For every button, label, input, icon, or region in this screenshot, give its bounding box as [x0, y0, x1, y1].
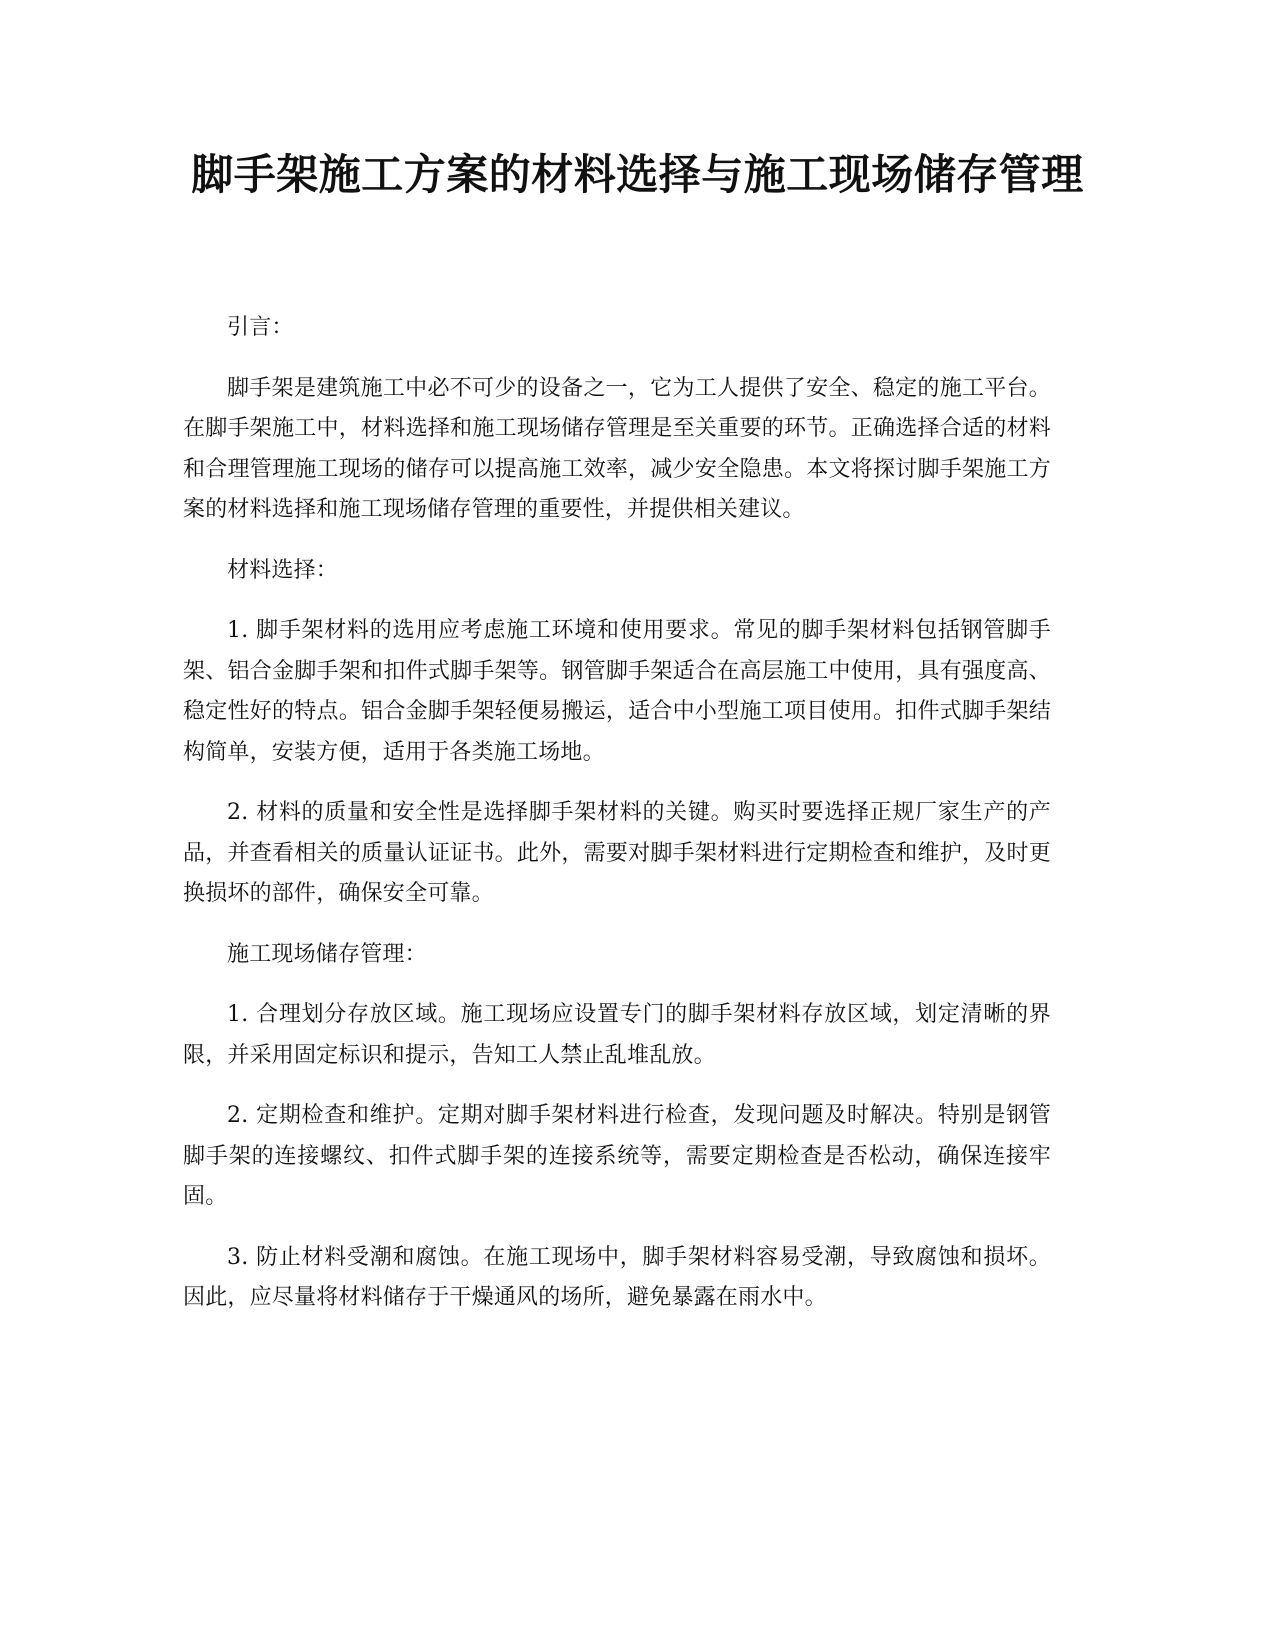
paragraph-site-storage-3: 3. 防止材料受潮和腐蚀。在施工现场中，脚手架材料容易受潮，导致腐蚀和损坏。因此，应尽量将材料储存于干燥通风的场所，避免暴露在雨水中。: [183, 1244, 1051, 1310]
paragraph-site-storage-2: 2. 定期检查和维护。定期对脚手架材料进行检查，发现问题及时解决。特别是钢管脚手架的连接螺纹、扣件式脚手架的连接系统等，需要定期检查是否松动，确保连接牢固。: [183, 1103, 1051, 1209]
section-heading-site-storage: 施工现场储存管理：: [227, 941, 427, 967]
paragraph-site-storage-1: 1. 合理划分存放区域。施工现场应设置专门的脚手架材料存放区域，划定清晰的界限，并采用固定标识和提示，告知工人禁止乱堆乱放。: [183, 1002, 1051, 1068]
paragraph-material-selection-2: 2. 材料的质量和安全性是选择脚手架材料的关键。购买时要选择正规厂家生产的产品，并查看相关的质量认证证书。此外，需要对脚手架材料进行定期检查和维护，及时更换损坏的部件，确保安全可靠。: [183, 800, 1051, 906]
section-heading-intro: 引言：: [227, 315, 294, 340]
paragraph-material-selection-1: 1. 脚手架材料的选用应考虑施工环境和使用要求。常见的脚手架材料包括钢管脚手架、铝合金脚手架和扣件式脚手架等。钢管脚手架适合在高层施工中使用，具有强度高、稳定性好的特点。铝合金脚手架轻便易搬运，适合中小型施工项目使用。扣件式脚手架结构简单，安装方便，适用于各类施工场地。: [183, 618, 1051, 765]
paragraph-intro: 脚手架是建筑施工中必不可少的设备之一，它为工人提供了安全、稳定的施工平台。在脚手架施工中，材料选择和施工现场储存管理是至关重要的环节。正确选择合适的材料和合理管理施工现场的储存可以提高施工效率，减少安全隐患。本文将探讨脚手架施工方案的材料选择和施工现场储存管理的重要性，并提供相关建议。: [183, 375, 1051, 522]
section-heading-material-selection: 材料选择：: [227, 557, 339, 583]
document-title: 脚手架施工方案的材料选择与施工现场储存管理: [191, 150, 1084, 199]
document-body: [183, 308, 1051, 1339]
